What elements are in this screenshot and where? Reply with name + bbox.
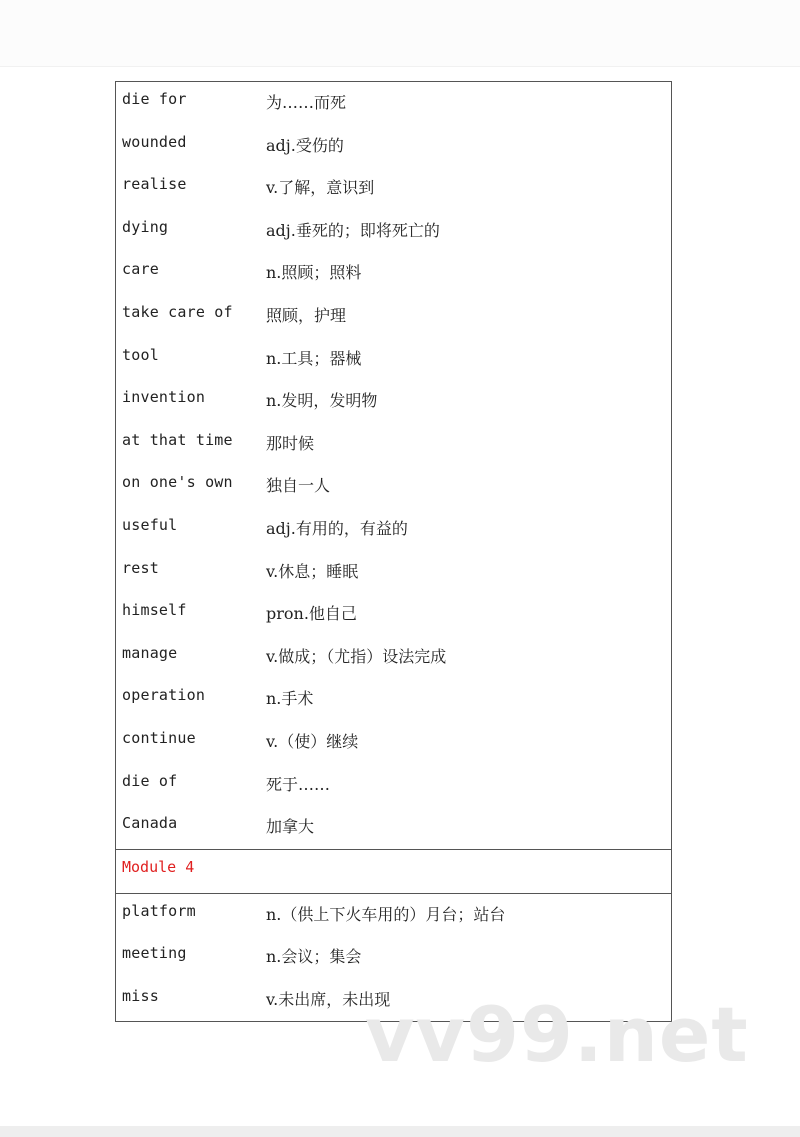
vocab-row — [116, 252, 671, 295]
chinese-definition: v.（使）继续 — [266, 731, 359, 751]
english-term: die of — [122, 771, 178, 790]
chinese-definition: adj.垂死的；即将死亡的 — [266, 220, 440, 240]
chinese-definition: 那时候 — [266, 433, 315, 453]
english-term: manage — [122, 643, 178, 662]
english-term: take care of — [122, 302, 233, 321]
chinese-definition: v.了解，意识到 — [266, 178, 375, 198]
chinese-definition: 死于…… — [266, 774, 331, 794]
chinese-definition: v.休息；睡眠 — [266, 561, 359, 581]
vocab-row — [116, 806, 671, 849]
english-term: on one's own — [122, 473, 233, 492]
english-term: rest — [122, 558, 159, 577]
chinese-definition: n.会议；集会 — [266, 947, 362, 967]
vocab-row — [116, 465, 671, 508]
vocab-row — [116, 894, 671, 937]
vocab-row — [116, 593, 671, 636]
chinese-definition: n.工具；器械 — [266, 348, 362, 368]
chinese-definition: n.发明，发明物 — [266, 391, 378, 411]
site-watermark: vv99.net — [365, 990, 749, 1079]
vocab-row — [116, 423, 671, 466]
english-term: invention — [122, 388, 206, 407]
page-bottom-margin — [0, 1126, 800, 1137]
vocab-row — [116, 380, 671, 423]
chinese-definition: pron.他自己 — [266, 604, 357, 624]
english-term: Canada — [122, 814, 178, 833]
chinese-definition: n.手术 — [266, 689, 314, 709]
vocab-row — [116, 551, 671, 594]
vocab-row — [116, 508, 671, 551]
chinese-definition: v.做成；（尤指）设法完成 — [266, 646, 447, 666]
english-term: miss — [122, 986, 159, 1005]
vocab-row — [116, 210, 671, 253]
vocab-section-module-3 — [116, 82, 671, 849]
module-header-row — [116, 849, 671, 893]
chinese-definition: 为……而死 — [266, 93, 347, 112]
english-term: useful — [122, 515, 178, 534]
vocabulary-table — [115, 81, 672, 1022]
english-term: continue — [122, 728, 196, 747]
chinese-definition: n.（供上下火车用的）月台；站台 — [266, 904, 506, 924]
chinese-definition: adj.有用的，有益的 — [266, 518, 408, 538]
english-term: care — [122, 260, 159, 279]
vocab-row — [116, 936, 671, 979]
english-term: tool — [122, 345, 159, 364]
vocab-row — [116, 82, 671, 125]
chinese-definition: 独自一人 — [266, 476, 331, 496]
chinese-definition: adj.受伤的 — [266, 135, 344, 155]
vocab-row — [116, 295, 671, 338]
chinese-definition: n.照顾；照料 — [266, 263, 362, 283]
vocab-row — [116, 125, 671, 168]
page-top-margin — [0, 0, 800, 67]
chinese-definition: 照顾，护理 — [266, 305, 347, 325]
vocab-row — [116, 764, 671, 807]
chinese-definition: v.未出席，未出现 — [266, 989, 391, 1009]
english-term: meeting — [122, 944, 187, 963]
english-term: himself — [122, 601, 187, 620]
vocab-row — [116, 167, 671, 210]
english-term: at that time — [122, 430, 233, 449]
english-term: realise — [122, 175, 187, 194]
vocab-row — [116, 678, 671, 721]
module-title: Module 4 — [122, 857, 195, 876]
english-term: operation — [122, 686, 206, 705]
chinese-definition: 加拿大 — [266, 817, 315, 837]
vocab-row — [116, 338, 671, 381]
english-term: wounded — [122, 132, 187, 151]
english-term: die for — [122, 90, 187, 108]
vocab-row — [116, 721, 671, 764]
vocab-row — [116, 636, 671, 679]
english-term: platform — [122, 901, 196, 920]
english-term: dying — [122, 217, 169, 236]
